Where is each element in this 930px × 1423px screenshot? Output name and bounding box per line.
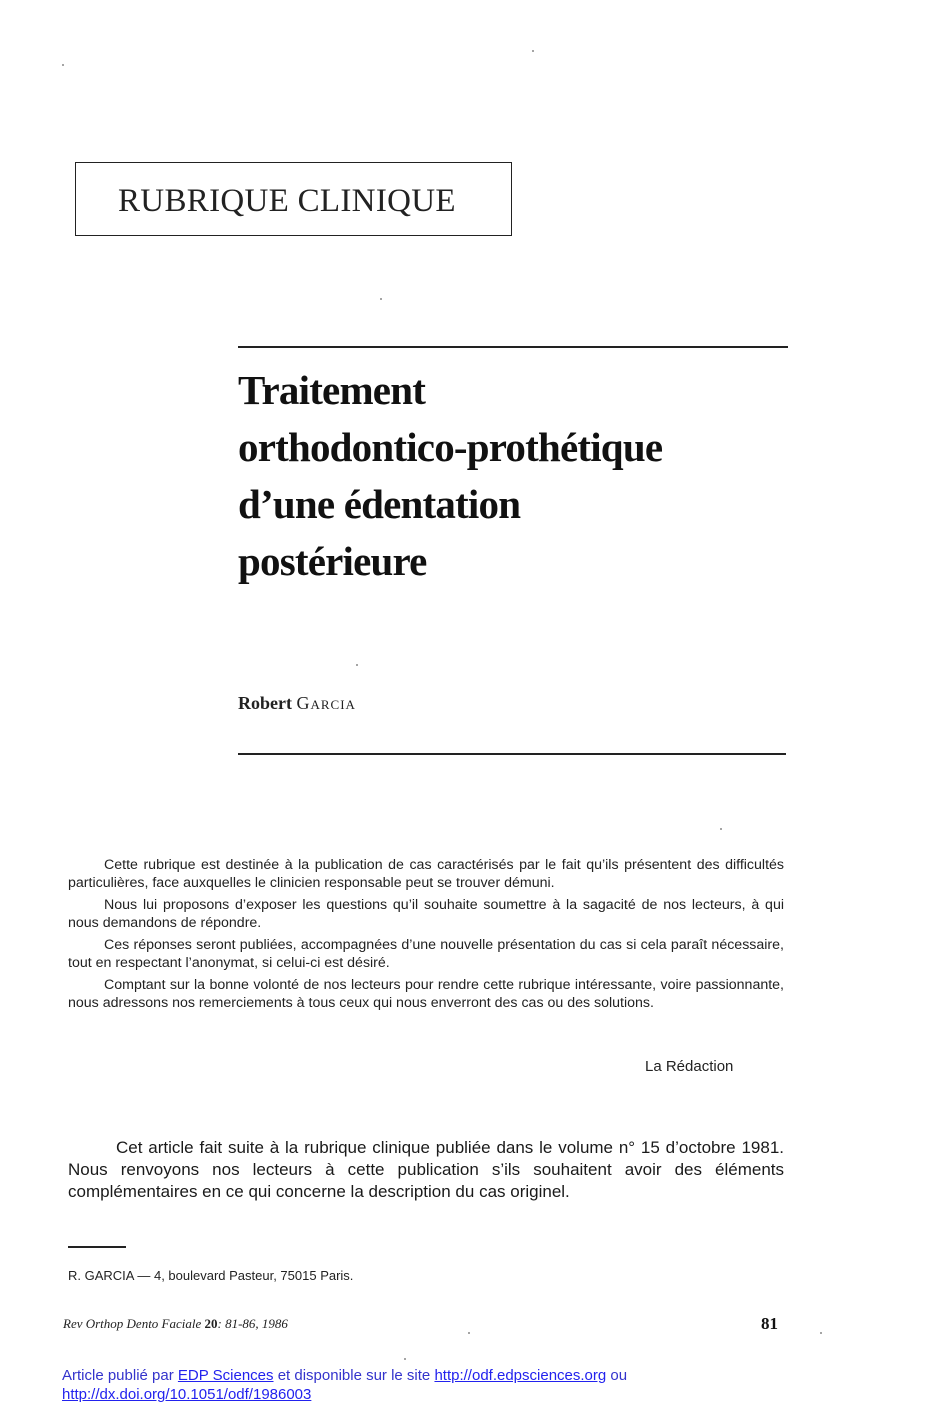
title-line: d’une édentation <box>238 481 521 527</box>
scan-speck <box>820 1332 822 1334</box>
author-address-footnote: R. GARCIA — 4, boulevard Pasteur, 75015 Paris. <box>68 1268 354 1283</box>
journal-name: Rev Orthop Dento Faciale <box>63 1316 202 1331</box>
author-family-name: Garcia <box>296 693 356 713</box>
publisher-note-prefix: Article publié par <box>62 1367 174 1384</box>
editorial-paragraph: Cette rubrique est destinée à la publication de cas caractérisés par le fait qu’ils présentent des difficultés particulières, face auxquelles le clinicien responsable peut se trouver démuni. <box>68 857 784 891</box>
title-line: postérieure <box>238 538 427 584</box>
scan-speck <box>380 298 382 300</box>
doi-link[interactable]: http://dx.doi.org/10.1051/odf/1986003 <box>62 1386 312 1403</box>
footnote-rule <box>68 1246 126 1248</box>
publisher-note-middle: et disponible sur le site <box>277 1367 431 1384</box>
title-line: orthodontico-prothétique <box>238 424 663 470</box>
scan-speck <box>62 64 64 66</box>
scan-speck <box>720 828 722 830</box>
section-label: RUBRIQUE CLINIQUE <box>118 183 456 219</box>
journal-volume: 20 <box>204 1316 218 1331</box>
publisher-note <box>62 1366 762 1404</box>
journal-reference <box>63 1316 288 1332</box>
title-top-rule <box>238 346 788 348</box>
scan-speck <box>404 1358 406 1360</box>
page-number: 81 <box>761 1314 778 1333</box>
title-line: Traitement <box>238 367 426 413</box>
site-link[interactable]: http://odf.edpsciences.org <box>434 1367 607 1384</box>
scan-speck <box>468 1332 470 1334</box>
title-bottom-rule <box>238 753 786 755</box>
publisher-link[interactable]: EDP Sciences <box>177 1367 274 1384</box>
journal-pages: : 81-86, 1986 <box>217 1316 288 1331</box>
author-given-name: Robert <box>238 693 292 713</box>
editorial-paragraph: Comptant sur la bonne volonté de nos lecteurs pour rendre cette rubrique intéressante, voire passionnante, nous adressons nos remerciements à tous ceux qui nous enverront des cas ou des solutions. <box>68 977 784 1011</box>
author-name <box>238 693 356 714</box>
editorial-signature: La Rédaction <box>645 1058 734 1075</box>
article-title <box>238 362 798 590</box>
intro-paragraph: Cet article fait suite à la rubrique clinique publiée dans le volume n° 15 d’octobre 1981. Nous renvoyons nos lecteurs à cette publication s’ils souhaitent avoir des éléments complémentaires en ce qui concerne la description du cas originel. <box>68 1138 784 1201</box>
scan-speck <box>356 664 358 666</box>
scan-speck <box>532 50 534 52</box>
editorial-paragraph: Nous lui proposons d’exposer les questions qu’il souhaite soumettre à la sagacité de nos lecteurs, à qui nous demandons de répondre. <box>68 897 784 931</box>
editorial-note <box>68 857 784 1017</box>
editorial-paragraph: Ces réponses seront publiées, accompagnées d’une nouvelle présentation du cas si cela paraît nécessaire, tout en respectant l’anonymat, si celui-ci est désiré. <box>68 937 784 971</box>
publisher-note-suffix: ou <box>610 1367 628 1384</box>
